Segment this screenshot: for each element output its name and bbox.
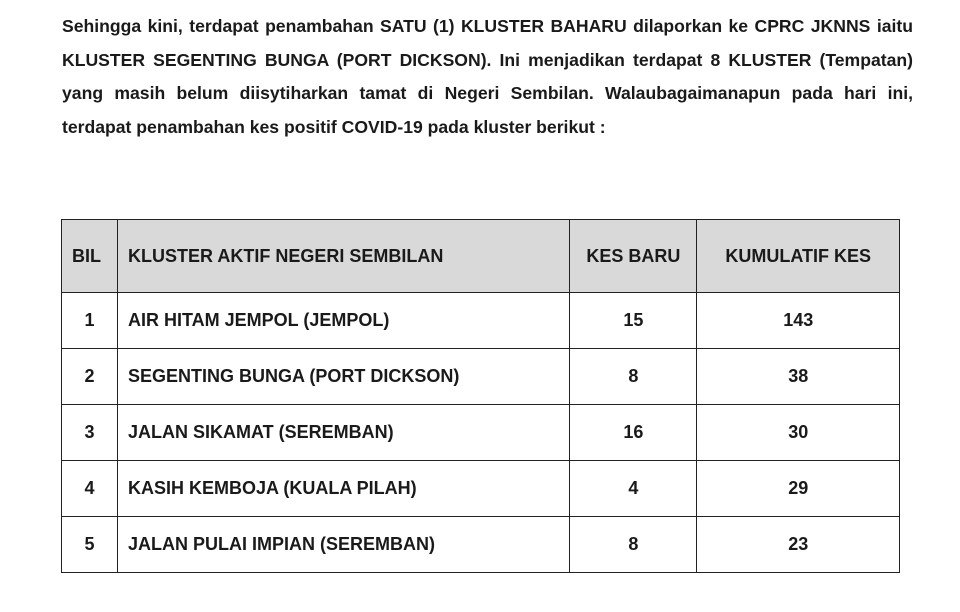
row-new-cases: 8 xyxy=(570,349,697,405)
row-cluster-name: JALAN SIKAMAT (SEREMBAN) xyxy=(118,405,570,461)
header-cluster-name: KLUSTER AKTIF NEGERI SEMBILAN xyxy=(118,220,570,293)
row-cumulative-cases: 38 xyxy=(697,349,900,405)
row-bil: 1 xyxy=(62,293,118,349)
row-cluster-name: JALAN PULAI IMPIAN (SEREMBAN) xyxy=(118,517,570,573)
row-bil: 5 xyxy=(62,517,118,573)
header-bil: BIL xyxy=(62,220,118,293)
row-cumulative-cases: 29 xyxy=(697,461,900,517)
row-cumulative-cases: 30 xyxy=(697,405,900,461)
table-row xyxy=(62,461,900,517)
row-bil: 2 xyxy=(62,349,118,405)
row-cumulative-cases: 23 xyxy=(697,517,900,573)
row-new-cases: 15 xyxy=(570,293,697,349)
header-row xyxy=(62,220,900,293)
row-new-cases: 8 xyxy=(570,517,697,573)
row-cluster-name: AIR HITAM JEMPOL (JEMPOL) xyxy=(118,293,570,349)
table-body xyxy=(62,293,900,573)
table-row xyxy=(62,517,900,573)
header-new-cases: KES BARU xyxy=(570,220,697,293)
row-new-cases: 16 xyxy=(570,405,697,461)
row-cluster-name: SEGENTING BUNGA (PORT DICKSON) xyxy=(118,349,570,405)
row-cluster-name: KASIH KEMBOJA (KUALA PILAH) xyxy=(118,461,570,517)
row-new-cases: 4 xyxy=(570,461,697,517)
cluster-table xyxy=(61,219,900,573)
row-cumulative-cases: 143 xyxy=(697,293,900,349)
table-row xyxy=(62,349,900,405)
row-bil: 3 xyxy=(62,405,118,461)
header-cumulative-cases: KUMULATIF KES xyxy=(697,220,900,293)
table-row xyxy=(62,405,900,461)
table-header xyxy=(62,220,900,293)
intro-paragraph: Sehingga kini, terdapat penambahan SATU (1) KLUSTER BAHARU dilaporkan ke CPRC JKNNS iaitu KLUSTER SEGENTING BUNGA (PORT DICKSON). Ini menjadikan terdapat 8 KLUSTER (Tempatan) yang masih belum diisytiharkan tamat di Negeri Sembilan. Walaubagaimanapun pada hari ini, terdapat penambahan kes positif COVID-19 pada kluster berikut : xyxy=(62,16,913,137)
row-bil: 4 xyxy=(62,461,118,517)
table-row xyxy=(62,293,900,349)
